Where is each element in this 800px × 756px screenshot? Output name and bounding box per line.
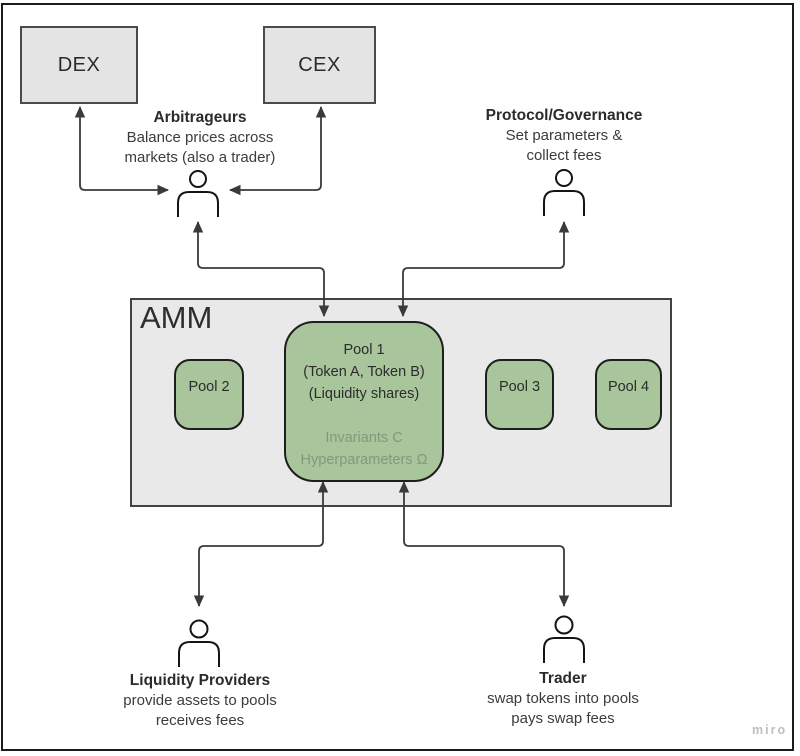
arbitrageurs-desc-1: Balance prices across xyxy=(126,129,274,146)
pool-1-title: Pool 1 xyxy=(343,342,385,358)
arbitrageurs-title: Arbitrageurs xyxy=(153,109,247,126)
arbitrageurs-desc-2: markets (also a trader) xyxy=(124,149,276,166)
trader-desc-2: pays swap fees xyxy=(511,710,615,727)
pool-1-invariants: Invariants C xyxy=(325,430,403,446)
governance-desc-2: collect fees xyxy=(526,147,602,164)
pool-1 xyxy=(284,321,444,482)
liquidity-providers-desc-2: receives fees xyxy=(155,712,245,729)
dex-label: DEX xyxy=(57,53,101,76)
governance-title: Protocol/Governance xyxy=(485,107,643,124)
trader-title: Trader xyxy=(539,670,587,687)
amm-label: AMM xyxy=(140,300,213,335)
governance-label xyxy=(454,106,674,166)
governance-desc-1: Set parameters & xyxy=(505,127,623,144)
pool-3-label: Pool 3 xyxy=(498,379,541,395)
cex-label: CEX xyxy=(298,53,341,76)
trader-desc-1: swap tokens into pools xyxy=(487,690,639,707)
pool-1-hyperparameters: Hyperparameters Ω xyxy=(300,452,428,468)
liquidity-providers-label xyxy=(90,671,310,731)
trader-label xyxy=(453,669,673,729)
miro-watermark: miro xyxy=(752,723,788,737)
liquidity-providers-title: Liquidity Providers xyxy=(129,672,271,689)
pool-3 xyxy=(485,359,554,430)
pool-1-tokens: (Token A, Token B) xyxy=(303,364,425,380)
pool-1-shares: (Liquidity shares) xyxy=(308,386,420,402)
pool-4-label: Pool 4 xyxy=(607,379,650,395)
liquidity-providers-desc-1: provide assets to pools xyxy=(123,692,277,709)
arbitrageurs-label xyxy=(90,108,310,168)
pool-2 xyxy=(174,359,244,430)
cex-box xyxy=(263,26,376,104)
amm-box xyxy=(130,298,672,507)
pool-4 xyxy=(595,359,662,430)
pool-2-label: Pool 2 xyxy=(188,379,230,395)
dex-box xyxy=(20,26,138,104)
